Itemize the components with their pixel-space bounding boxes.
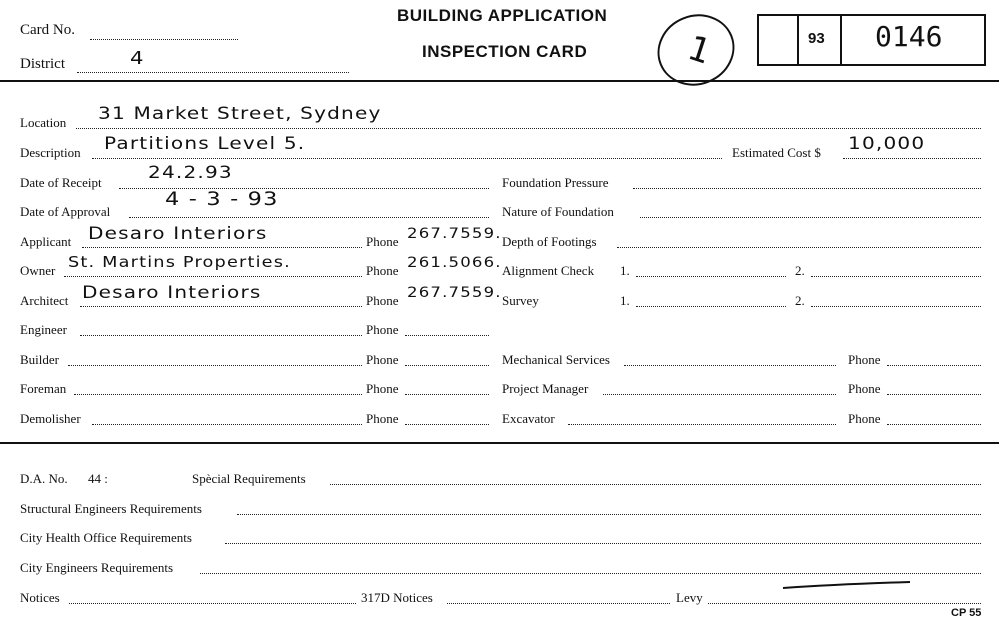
circled-number: 1 (683, 27, 717, 73)
district-value: 4 (130, 48, 145, 69)
district-line (77, 72, 349, 73)
code-prefix: 93 (808, 30, 825, 47)
form-code: CP 55 (951, 607, 982, 619)
card-no-label: Card No. (20, 22, 75, 38)
engineer-phone-label: Phone (366, 322, 399, 337)
levy-pen-stroke (780, 578, 915, 592)
date-approval-line (129, 217, 489, 218)
alignment-line-2 (811, 276, 981, 277)
title-line-2: INSPECTION CARD (422, 42, 588, 61)
health-label: City Health Office Requirements (20, 530, 192, 545)
architect-line (80, 306, 362, 307)
date-approval-label: Date of Approval (20, 204, 111, 219)
demolisher-label: Demolisher (20, 411, 81, 426)
applicant-phone-value: 267.7559. (407, 226, 502, 242)
depth-footings-label: Depth of Footings (502, 234, 597, 249)
location-value: 31 Market Street, Sydney (98, 104, 382, 124)
estimated-cost-label: Estimated Cost $ (732, 145, 821, 160)
project-manager-phone-line (887, 394, 981, 395)
foundation-pressure-label: Foundation Pressure (502, 175, 609, 190)
excavator-phone-label: Phone (848, 411, 881, 426)
depth-footings-line (617, 247, 981, 248)
foundation-pressure-line (633, 188, 981, 189)
mechanical-line (624, 365, 836, 366)
survey-line-2 (811, 306, 981, 307)
project-manager-label: Project Manager (502, 381, 589, 396)
engineer-label: Engineer (20, 322, 67, 337)
alignment-line-1 (636, 276, 786, 277)
card-number-box (757, 14, 986, 66)
survey-num-1: 1. (620, 293, 630, 308)
estimated-cost-line (843, 158, 981, 159)
architect-phone-label: Phone (366, 293, 399, 308)
box-divider-2 (840, 16, 842, 64)
excavator-label: Excavator (502, 411, 555, 426)
structural-label: Structural Engineers Requirements (20, 501, 202, 516)
alignment-num-1: 1. (620, 263, 630, 278)
mechanical-label: Mechanical Services (502, 352, 610, 367)
survey-num-2: 2. (795, 293, 805, 308)
applicant-line (82, 247, 362, 248)
engineer-phone-line (405, 335, 489, 336)
card-number: 0146 (875, 20, 943, 53)
structural-line (237, 514, 981, 515)
city-engineers-line (200, 573, 981, 574)
owner-line (64, 276, 362, 277)
foreman-phone-label: Phone (366, 381, 399, 396)
alignment-num-2: 2. (795, 263, 805, 278)
owner-label: Owner (20, 263, 56, 278)
owner-value: St. Martins Properties. (68, 253, 291, 271)
date-receipt-label: Date of Receipt (20, 175, 102, 190)
nature-foundation-label: Nature of Foundation (502, 204, 614, 219)
box-divider-1 (797, 16, 799, 64)
owner-phone-label: Phone (366, 263, 399, 278)
builder-label: Builder (20, 352, 59, 367)
district-label: District (20, 56, 65, 72)
survey-label: Survey (502, 293, 539, 308)
demolisher-phone-label: Phone (366, 411, 399, 426)
foreman-label: Foreman (20, 381, 67, 396)
special-requirements-line (330, 484, 981, 485)
da-no-value: 44 : (88, 471, 108, 486)
applicant-label: Applicant (20, 234, 72, 249)
nature-foundation-line (640, 217, 981, 218)
applicant-phone-label: Phone (366, 234, 399, 249)
location-label: Location (20, 115, 67, 130)
excavator-line (568, 424, 836, 425)
survey-line-1 (636, 306, 786, 307)
middle-rule (0, 442, 999, 444)
foreman-line (74, 394, 362, 395)
notices-317d-line (447, 603, 670, 604)
card-no-line (90, 39, 238, 40)
architect-label: Architect (20, 293, 69, 308)
builder-phone-line (405, 365, 489, 366)
title-line-1: BUILDING APPLICATION (397, 6, 608, 25)
builder-phone-label: Phone (366, 352, 399, 367)
notices-line (69, 603, 356, 604)
description-label: Description (20, 145, 81, 160)
project-manager-line (603, 394, 836, 395)
da-no-label: D.A. No. (20, 471, 68, 486)
architect-value: Desaro Interiors (82, 283, 262, 303)
notices-317d-label: 317D Notices (361, 590, 433, 605)
demolisher-line (92, 424, 362, 425)
alignment-check-label: Alignment Check (502, 263, 595, 278)
notices-label: Notices (20, 590, 60, 605)
special-requirements-label: Spècial Requirements (192, 471, 306, 486)
description-value: Partitions Level 5. (104, 134, 306, 154)
estimated-cost-value: 10,000 (848, 134, 926, 154)
excavator-phone-line (887, 424, 981, 425)
applicant-value: Desaro Interiors (88, 224, 268, 244)
date-approval-value: 4 - 3 - 93 (165, 188, 279, 210)
foreman-phone-line (405, 394, 489, 395)
builder-line (68, 365, 362, 366)
levy-label: Levy (676, 590, 703, 605)
levy-line (708, 603, 981, 604)
engineer-line (80, 335, 362, 336)
demolisher-phone-line (405, 424, 489, 425)
date-receipt-value: 24.2.93 (148, 163, 233, 183)
project-manager-phone-label: Phone (848, 381, 881, 396)
top-rule (0, 80, 999, 82)
location-line (76, 128, 981, 129)
description-line (92, 158, 722, 159)
mechanical-phone-label: Phone (848, 352, 881, 367)
mechanical-phone-line (887, 365, 981, 366)
city-engineers-label: City Engineers Requirements (20, 560, 174, 575)
health-line (225, 543, 981, 544)
owner-phone-value: 261.5066. (407, 255, 502, 271)
architect-phone-value: 267.7559. (407, 285, 502, 301)
